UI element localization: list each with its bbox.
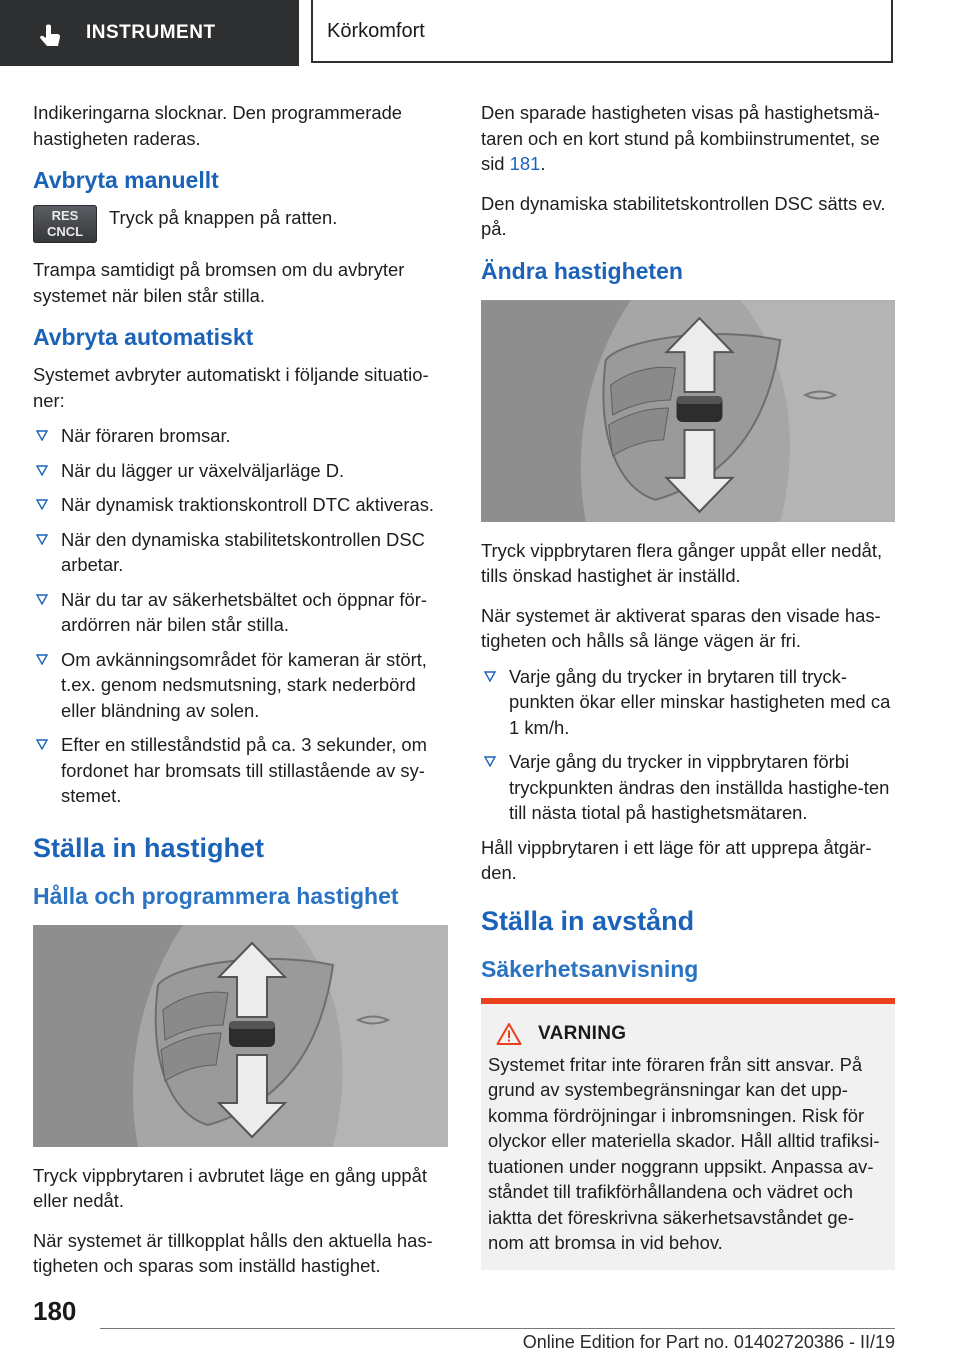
active-saved-paragraph: När systemet är aktiverat sparas den visade has-tigheten och hålls så länge vägen är fri. (481, 604, 881, 651)
steering-wheel-rocker-photo-2 (481, 300, 895, 522)
page-number: 180 (33, 1296, 77, 1326)
steering-wheel-illustration (33, 925, 448, 1147)
res-cncl-button-icon (33, 205, 97, 243)
list-item-text: När dynamisk traktionskontroll DTC aktiveras. (61, 494, 435, 515)
triangle-bullet-icon (484, 755, 496, 767)
list-item (33, 527, 448, 578)
auto-intro-paragraph: Systemet avbryter automatiskt i följande situatio-ner: (33, 364, 429, 411)
rocker-cancelled-paragraph: Tryck vippbrytaren i avbrutet läge en gång uppåt eller nedåt. (33, 1164, 427, 1211)
heading-cancel-auto: Avbryta automatiskt (33, 324, 254, 350)
warning-title-row (488, 1022, 887, 1046)
when-on-paragraph: När systemet är tillkopplat hålls den aktuella has-tigheten och sparas som inställd hastighet. (33, 1229, 433, 1276)
chapter-tab (311, 0, 893, 63)
list-item (33, 587, 448, 638)
chapter-label: Körkomfort (327, 20, 425, 42)
list-item-text: När den dynamiska stabilitetskontrollen DSC arbetar. (61, 528, 425, 575)
section-label: INSTRUMENT (86, 22, 216, 43)
res-label: RES (51, 208, 79, 223)
list-item-text: Varje gång du trycker in brytaren till tryck-punkten ökar eller minskar hastigheten med ca 1 km/h. (509, 665, 891, 738)
heading-set-speed: Ställa in hastighet (33, 832, 265, 863)
section-tab (0, 0, 299, 66)
heading-set-distance: Ställa in avstånd (481, 905, 695, 936)
triangle-bullet-icon (36, 593, 48, 605)
triangle-bullet-icon (36, 738, 48, 750)
steering-wheel-illustration (481, 300, 895, 522)
hand-pointer-icon (38, 24, 64, 50)
dsc-paragraph: Den dynamiska stabilitetskontrollen DSC sätts ev. på. (481, 192, 886, 239)
heading-hold-program: Hålla och programmera hastighet (33, 882, 399, 909)
triangle-bullet-icon (36, 464, 48, 476)
footer-divider (100, 1328, 895, 1329)
saved-speed-paragraph (481, 100, 895, 177)
warning-text: Systemet fritar inte föraren från sitt ansvar. På grund av systembegränsningar kan det upp-komma fördröjningar i inbromsningen. Risk för olyckor eller materiella skador. Håll alltid trafiksi-tuationen under noggrann uppsikt. Anpassa av-ståndet till trafikförhållandena och vädret och iaktta det föreskrivna säkerhetsavståndet ge-nom att bromsa in vid behov. (488, 1053, 880, 1253)
warning-title: VARNING (538, 1022, 627, 1044)
list-item-text: När du lägger ur växelväljarläge D. (61, 459, 345, 481)
triangle-bullet-icon (36, 429, 48, 441)
warning-box (481, 1004, 895, 1270)
list-item-text: När du tar av säkerhetsbältet och öppnar för-ardörren när bilen står stilla. (61, 588, 427, 635)
triangle-bullet-icon (36, 653, 48, 665)
right-column (481, 100, 895, 1270)
speed-change-list (481, 664, 895, 826)
list-item (33, 732, 448, 809)
left-column (33, 100, 448, 1293)
list-item (481, 664, 895, 741)
heading-safety: Säkerhetsanvisning (481, 955, 699, 982)
page-link-181[interactable]: 181 (509, 153, 541, 174)
heading-cancel-manual: Avbryta manuellt (33, 167, 219, 193)
press-button-text: Tryck på knappen på ratten. (109, 207, 338, 228)
brake-paragraph: Trampa samtidigt på bromsen om du avbryter systemet när bilen står stilla. (33, 259, 405, 306)
res-cncl-row (33, 205, 448, 243)
list-item (481, 749, 895, 826)
intro-paragraph: Indikeringarna slocknar. Den programmerade hastigheten raderas. (33, 102, 403, 149)
list-item-text: När föraren bromsar. (61, 425, 231, 446)
cncl-label: CNCL (46, 224, 84, 239)
warning-triangle-icon (496, 1022, 522, 1046)
list-item-text: Efter en stilleståndstid på ca. 3 sekunder, om fordonet har bromsats till stillastående av sy-stemet. (61, 734, 427, 806)
triangle-bullet-icon (36, 498, 48, 510)
triangle-bullet-icon (484, 670, 496, 682)
list-item-text: Varje gång du trycker in vippbrytaren förbi tryckpunkten ändras den inställda hastighe-ten till nästa tiotal på hastighetsmätaren. (509, 751, 890, 823)
rocker-repeat-paragraph: Tryck vippbrytaren flera gånger uppåt eller nedåt, tills önskad hastighet är inställd. (481, 539, 883, 586)
list-item-text: Om avkänningsområdet för kameran är stört, t.ex. genom nedsmutsning, stark nederbörd eller bländning av solen. (61, 648, 427, 721)
list-item (33, 492, 448, 518)
auto-cancel-list (33, 423, 448, 809)
hold-paragraph: Håll vippbrytaren i ett läge för att upprepa åtgär-den. (481, 836, 872, 883)
steering-wheel-rocker-photo (33, 925, 448, 1147)
saved-speed-text: Den sparade hastigheten visas på hastighetsmä-taren och en kort stund på kombiinstrumentet, se sid (481, 102, 880, 174)
saved-speed-suffix: . (540, 153, 546, 174)
list-item (33, 647, 448, 724)
list-item (33, 458, 448, 484)
triangle-bullet-icon (36, 533, 48, 545)
edition-text: Online Edition for Part no. 01402720386 - II/19 (522, 1332, 895, 1352)
heading-change-speed: Ändra hastigheten (481, 257, 683, 284)
list-item (33, 423, 448, 449)
